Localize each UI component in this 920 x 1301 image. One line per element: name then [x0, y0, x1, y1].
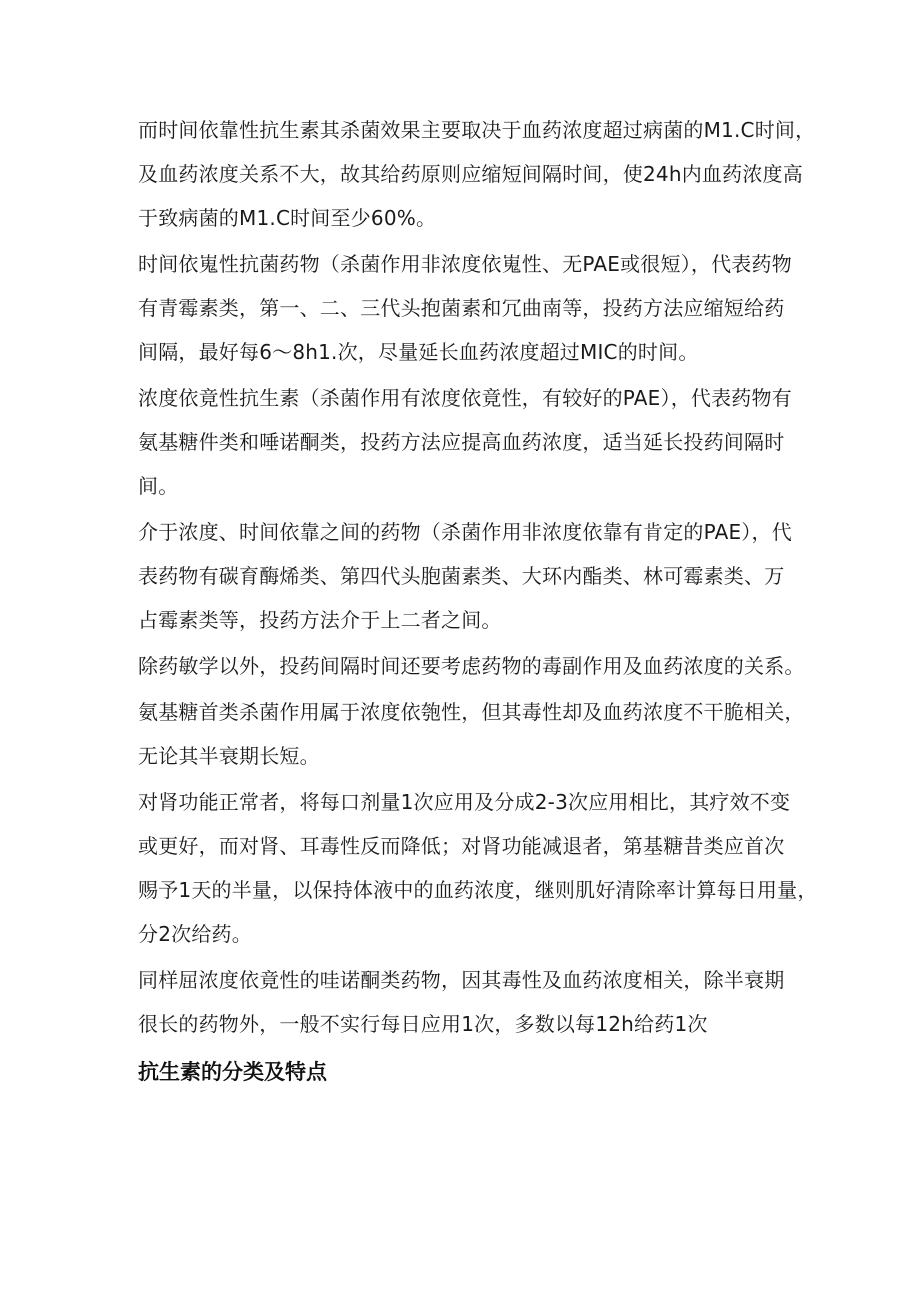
paragraph-line: 无论其半衰期长短。 [138, 744, 320, 768]
paragraph-line: 氨基糖件类和唾诺酮类，投药方法应提高血药浓度，适当延长投药间隔时 [138, 430, 785, 454]
paragraph-line: 很长的药物外，一般不实行每日应用1次，多数以每12h给药1次 [138, 1012, 708, 1036]
paragraph-line: 有青霉素类，第一、二、三代头抱菌素和冗曲南等，投药方法应缩短给药 [138, 296, 785, 320]
paragraph [138, 780, 818, 956]
paragraph [138, 108, 818, 240]
paragraph-line: 介于浓度、时间依靠之间的药物（杀菌作用非浓度依靠有肯定的PAE），代 [138, 520, 792, 544]
paragraph [138, 376, 818, 508]
paragraph-line: 氨基糖首类杀菌作用属于浓度依匏性，但其毒性却及血药浓度不干脆相关， [138, 700, 805, 724]
paragraph-line: 及血药浓度关系不大，故其给药原则应缩短间隔时间，使24h内血药浓度高 [138, 162, 803, 186]
paragraph-line: 时间依嵬性抗菌药物（杀菌作用非浓度依嵬性、无PAE或很短），代表药物 [138, 252, 792, 276]
paragraph-line: 占霉素类等，投药方法介于上二者之间。 [138, 608, 502, 632]
paragraph-line: 赐予1天的半量，以保持体液中的血药浓度，继则肌好清除率计算每日用量， [138, 878, 818, 902]
paragraph [138, 958, 818, 1046]
paragraph-line: 间隔，最好每6～8h1.次，尽量延长血药浓度超过MIC的时间。 [138, 340, 699, 364]
paragraph [138, 242, 818, 374]
section-heading: 抗生素的分类及特点 [138, 1060, 327, 1084]
paragraph [138, 510, 818, 642]
paragraph [138, 644, 818, 688]
paragraph-line: 或更好，而对肾、耳毒性反而降低；对肾功能减退者，第基糖昔类应首次 [138, 834, 785, 858]
paragraph [138, 690, 818, 778]
paragraph-line: 而时间依靠性抗生素其杀菌效果主要取决于血药浓度超过病菌的M1.C时间， [138, 118, 816, 142]
paragraph-line: 分2次给药。 [138, 922, 252, 946]
paragraph-line: 同样屈浓度依竟性的哇诺酮类药物，因其毒性及血药浓度相关，除半衰期 [138, 968, 785, 992]
paragraph-line: 于致病菌的M1.C时间至少60%。 [138, 206, 437, 230]
paragraph-line: 对肾功能正常者，将每口剂量1次应用及分成2-3次应用相比，其疗效不变 [138, 790, 791, 814]
paragraph-line: 除药敏学以外，投药间隔时间还要考虑药物的毒副作用及血药浓度的关系。 [138, 654, 805, 678]
document-body [138, 108, 818, 1046]
paragraph-line: 表药物有碳育酶烯类、第四代头胞菌素类、大环内酯类、林可霉素类、万 [138, 564, 785, 588]
paragraph-line: 间。 [138, 474, 179, 498]
paragraph-line: 浓度依竟性抗生素（杀菌作用有浓度依竟性，有较好的PAE），代表药物有 [138, 386, 792, 410]
document-page [138, 108, 818, 1094]
